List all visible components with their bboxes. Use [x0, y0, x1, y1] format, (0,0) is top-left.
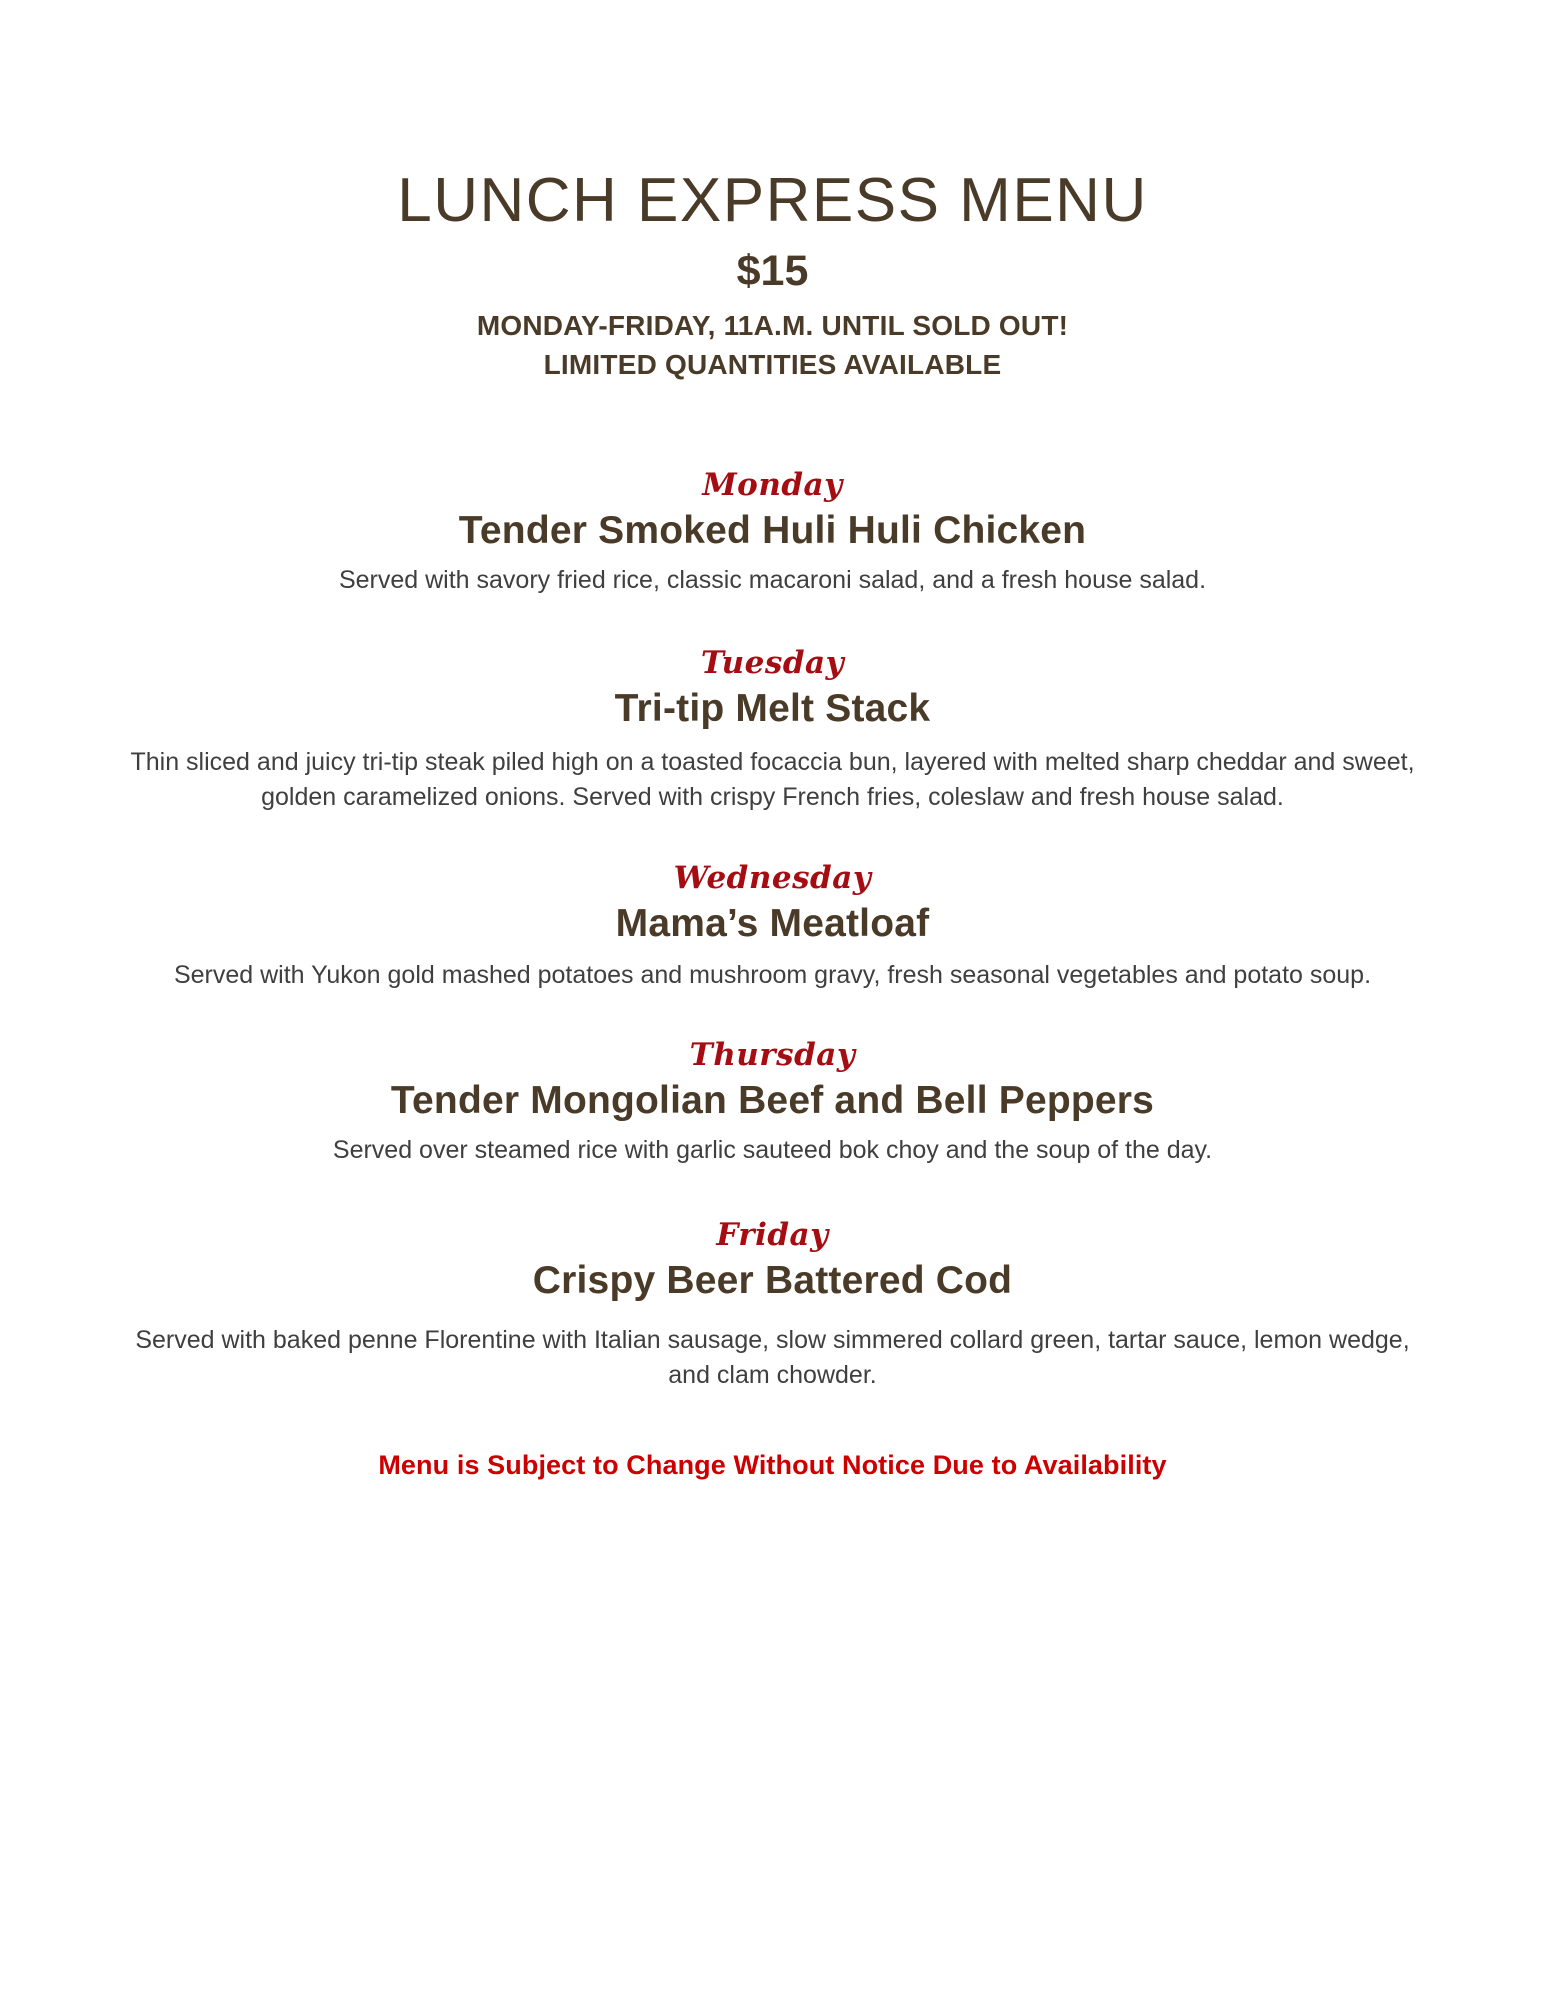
page-title: LUNCH EXPRESS MENU — [397, 166, 1148, 235]
menu-price: $15 — [736, 247, 809, 296]
menu-availability-note: LIMITED QUANTITIES AVAILABLE — [543, 349, 1002, 381]
dish-name-thursday: Tender Mongolian Beef and Bell Peppers — [390, 1079, 1155, 1123]
day-block-monday — [120, 467, 1425, 599]
dish-name-friday: Crispy Beer Battered Cod — [532, 1258, 1013, 1302]
menu-hours: MONDAY-FRIDAY, 11A.M. UNTIL SOLD OUT! — [476, 310, 1069, 342]
day-block-wednesday — [120, 860, 1425, 994]
dish-description-monday: Served with savory fried rice, classic macaroni salad, and a fresh house salad. — [338, 566, 1207, 595]
menu-change-notice: Menu is Subject to Change Without Notice Due to Availability — [378, 1449, 1167, 1480]
day-label-tuesday: Tuesday — [700, 644, 845, 681]
daily-specials-list — [120, 467, 1425, 1394]
menu-header — [120, 0, 1425, 381]
dish-name-tuesday: Tri-tip Melt Stack — [614, 686, 931, 730]
dish-description-tuesday: Thin sliced and juicy tri-tip steak piled high on a toasted focaccia bun, layered with melted sharp cheddar and sweet, golden caramelized onions. Served with crispy French fries, coleslaw and fresh house salad. — [130, 747, 1415, 812]
dish-name-monday: Tender Smoked Huli Huli Chicken — [458, 509, 1087, 553]
day-block-tuesday — [120, 645, 1425, 816]
dish-description-thursday: Served over steamed rice with garlic sauteed bok choy and the soup of the day. — [332, 1136, 1213, 1165]
day-label-friday: Friday — [716, 1216, 829, 1253]
day-block-thursday — [120, 1037, 1425, 1169]
dish-name-wednesday: Mama’s Meatloaf — [615, 901, 930, 945]
dish-description-friday: Served with baked penne Florentine with Italian sausage, slow simmered collard green, tartar sauce, lemon wedge, and clam chowder. — [135, 1325, 1410, 1390]
dish-description-wednesday: Served with Yukon gold mashed potatoes and mushroom gravy, fresh seasonal vegetables and potato soup. — [173, 960, 1372, 989]
day-label-monday: Monday — [702, 467, 843, 504]
day-block-friday — [120, 1217, 1425, 1394]
day-label-thursday: Thursday — [689, 1037, 856, 1074]
day-label-wednesday: Wednesday — [673, 859, 872, 896]
